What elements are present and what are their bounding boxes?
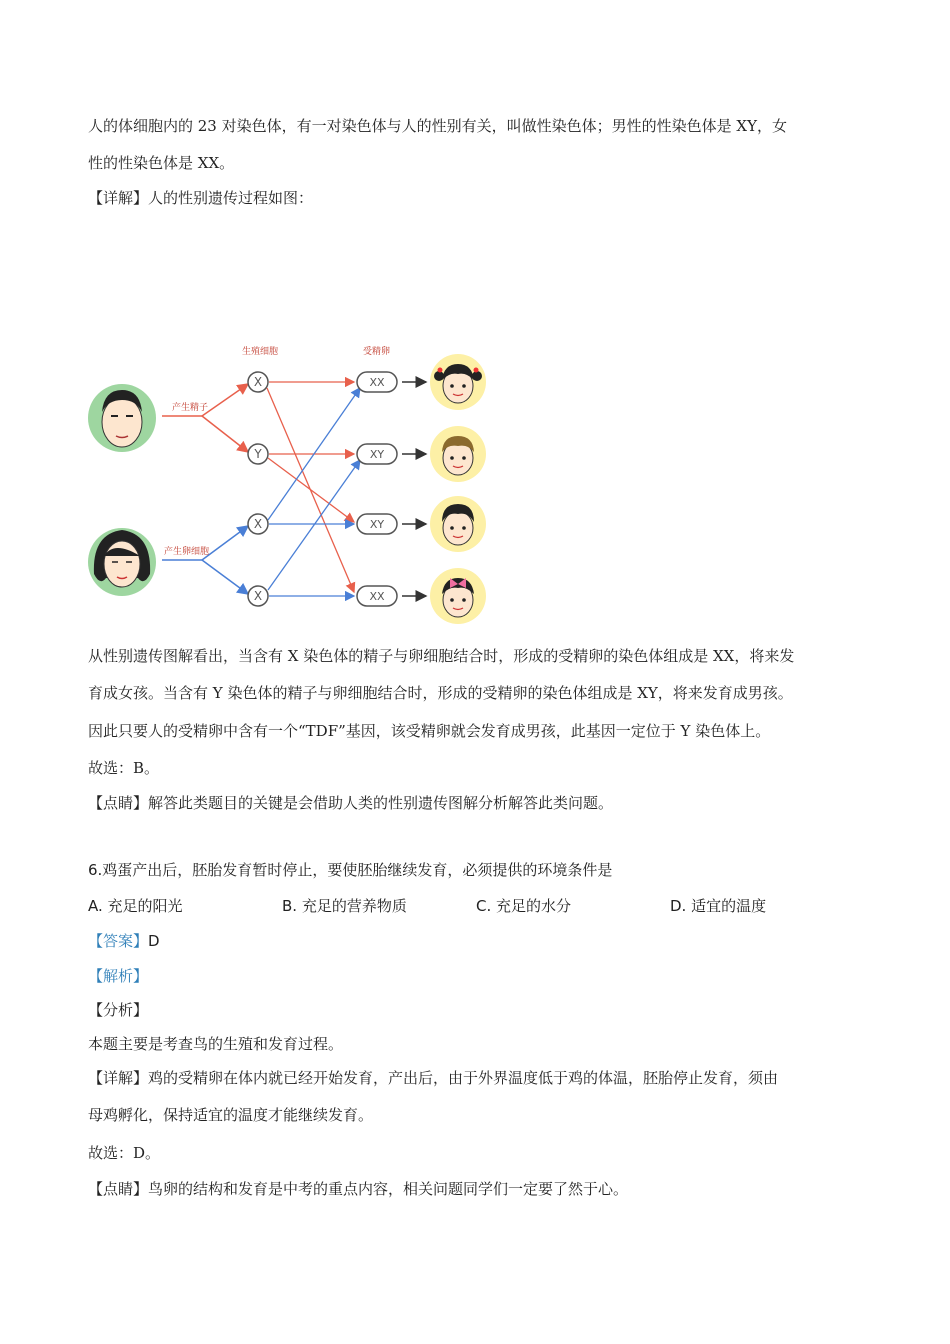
svg-text:Y: Y: [254, 447, 262, 461]
zygote-3: [357, 514, 397, 534]
zygote-1: [357, 372, 397, 392]
option-b: B. 充足的营养物质: [282, 897, 407, 915]
boy-face-icon-2: [430, 496, 486, 552]
para2-choice: 故选：B。: [88, 759, 160, 777]
q6-detail-line2: 母鸡孵化，保持适宜的温度才能继续发育。: [88, 1106, 374, 1124]
mother-face-icon: [88, 528, 156, 596]
para1-line2: 性的性染色体是 XX。: [88, 154, 235, 172]
svg-text:X: X: [253, 589, 263, 603]
gamete-egg-x-2: [248, 586, 268, 606]
svg-text:X: X: [253, 517, 263, 531]
sex-inheritance-diagram: [80, 342, 500, 632]
zygote-4: [357, 586, 397, 606]
svg-text:XY: XY: [369, 448, 385, 461]
q6-tip: 【点睛】鸟卵的结构和发育是中考的重点内容，相关问题同学们一定要了然于心。: [88, 1180, 629, 1198]
answer-value: D: [148, 932, 160, 950]
fenxi-tag: 【分析】: [88, 1001, 149, 1019]
gamete-sperm-y: [248, 444, 268, 464]
boy-face-icon-1: [430, 426, 486, 482]
gamete-egg-x-1: [248, 514, 268, 534]
girl-face-icon-1: [430, 354, 486, 410]
col-label-germ-cells: 生殖细胞: [242, 347, 279, 357]
option-d: D. 适宜的温度: [670, 897, 767, 915]
option-c: C. 充足的水分: [476, 897, 572, 915]
para2-tip: 【点睛】解答此类题目的关键是会借助人类的性别遗传图解分析解答此类问题。: [88, 794, 614, 812]
label-produce-egg: 产生卵细胞: [164, 547, 210, 557]
detail-intro: 【详解】人的性别遗传过程如图：: [88, 189, 314, 207]
zygote-2: [357, 444, 397, 464]
analysis-tag: 【解析】: [88, 967, 149, 985]
answer-tag: 【答案】: [88, 932, 149, 950]
para2-line3: 因此只要人的受精卵中含有一个“TDF”基因，该受精卵就会发育成男孩，此基因一定位于 Y 染色体上。: [88, 722, 771, 740]
para1-line1: 人的体细胞内的 23 对染色体，有一对染色体与人的性别有关，叫做性染色体；男性的性染色体是 XY，女: [88, 117, 787, 135]
gamete-sperm-x: [248, 372, 268, 392]
col-label-zygote: 受精卵: [363, 347, 391, 357]
question-6-stem: 6.鸡蛋产出后，胚胎发育暂时停止，要使胚胎继续发育，必须提供的环境条件是: [88, 861, 613, 879]
option-a: A. 充足的阳光: [88, 897, 183, 915]
svg-text:X: X: [253, 375, 263, 389]
answer-line: [88, 931, 160, 951]
para2-line1: 从性别遗传图解看出，当含有 X 染色体的精子与卵细胞结合时，形成的受精卵的染色体组成是 XX，将来发: [88, 647, 795, 665]
label-produce-sperm: 产生精子: [172, 403, 209, 413]
svg-text:XX: XX: [369, 376, 385, 389]
girl-face-icon-2: [430, 568, 486, 624]
fenxi-text: 本题主要是考查鸟的生殖和发育过程。: [88, 1035, 344, 1053]
q6-detail-line1: 【详解】鸡的受精卵在体内就已经开始发育，产出后，由于外界温度低于鸡的体温，胚胎停止发育，须由: [88, 1069, 779, 1087]
para2-line2: 育成女孩。当含有 Y 染色体的精子与卵细胞结合时，形成的受精卵的染色体组成是 XY，将来发育成男孩。: [88, 684, 793, 702]
svg-text:XY: XY: [369, 518, 385, 531]
q6-choice: 故选：D。: [88, 1144, 161, 1162]
father-face-icon: [88, 384, 156, 452]
svg-text:XX: XX: [369, 590, 385, 603]
